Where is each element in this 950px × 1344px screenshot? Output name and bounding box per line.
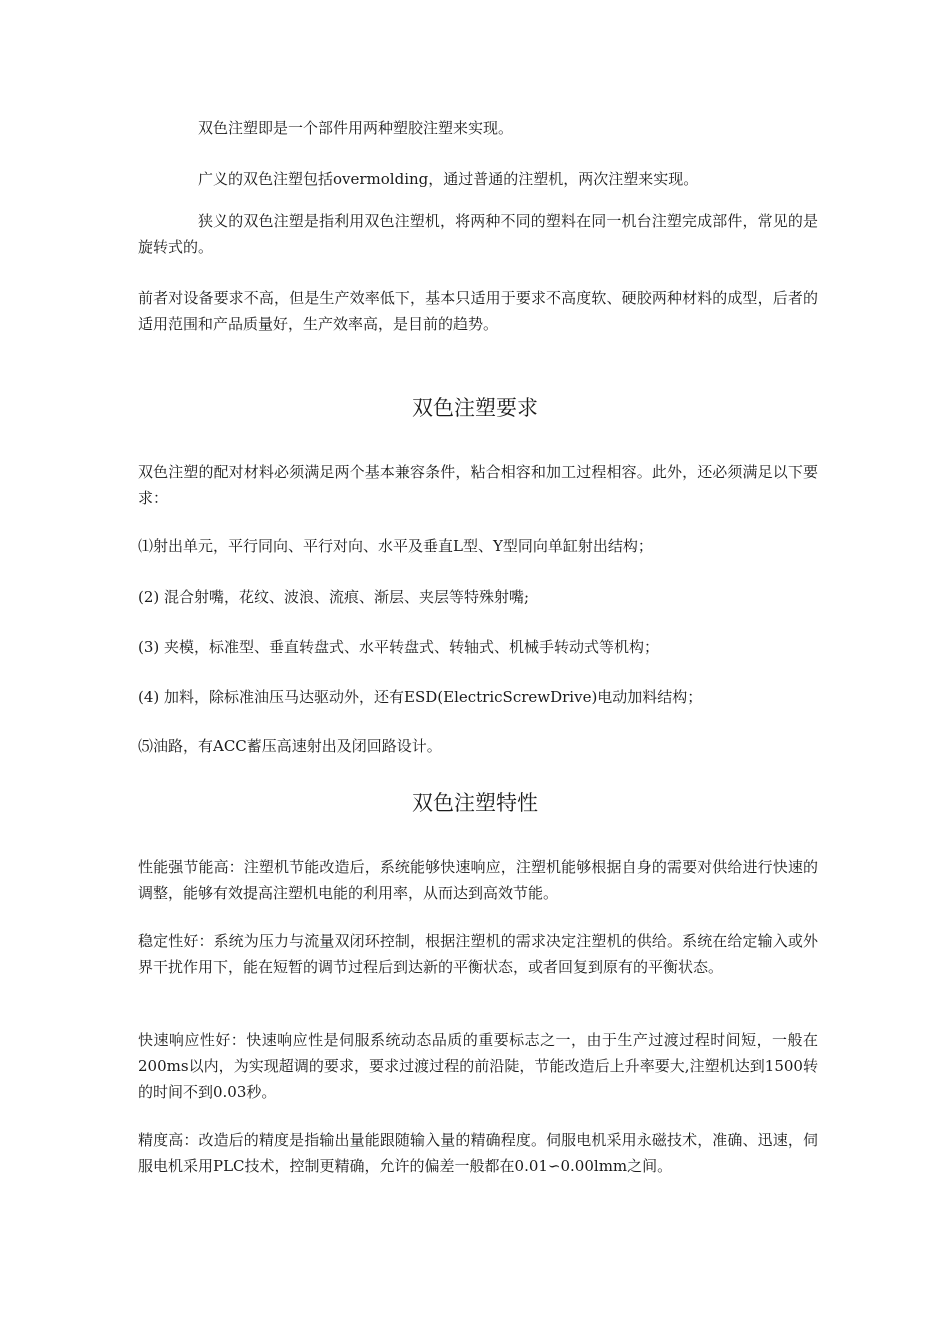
requirement-item-2: (2) 混合射嘴，花纹、波浪、流痕、渐层、夹层等特殊射嘴;: [138, 588, 530, 606]
features-heading: 双色注塑特性: [412, 791, 538, 815]
feature-item-2: 稳定性好：系统为压力与流量双闭环控制，根据注塑机的需求决定注塑机的供给。系统在给定输入或外界干扰作用下，能在短暂的调节过程后到达新的平衡状态，或者回复到原有的平衡状态。: [138, 932, 818, 976]
intro-paragraph-4: 前者对设备要求不高，但是生产效率低下，基本只适用于要求不高度软、硬胶两种材料的成型，后者的适用范围和产品质量好，生产效率高，是目前的趋势。: [138, 289, 818, 333]
requirement-item-1: ⑴射出单元，平行同向、平行对向、水平及垂直L型、Y型同向单缸射出结构；: [138, 537, 653, 555]
intro-paragraph-2: 广义的双色注塑包括overmolding，通过普通的注塑机，两次注塑来实现。: [198, 170, 699, 188]
requirements-intro: 双色注塑的配对材料必须满足两个基本兼容条件，粘合相容和加工过程相容。此外，还必须满足以下要求：: [138, 463, 818, 507]
requirement-item-3: (3) 夹模，标准型、垂直转盘式、水平转盘式、转轴式、机械手转动式等机构；: [138, 638, 660, 656]
feature-item-1: 性能强节能高：注塑机节能改造后，系统能够快速响应，注塑机能够根据自身的需要对供给进行快速的调整，能够有效提高注塑机电能的利用率，从而达到高效节能。: [138, 858, 818, 902]
requirement-item-5: ⑸油路，有ACC蓄压高速射出及闭回路设计。: [138, 737, 442, 755]
feature-item-3: 快速响应性好：快速响应性是伺服系统动态品质的重要标志之一，由于生产过渡过程时间短，一般在200ms以内，为实现超调的要求，要求过渡过程的前沿陡，节能改造后上升率要大,注塑机达到1500转的时间不到0.03秒。: [138, 1031, 818, 1101]
intro-paragraph-1: 双色注塑即是一个部件用两种塑胶注塑来实现。: [198, 119, 514, 137]
feature-item-4: 精度高：改造后的精度是指输出量能跟随输入量的精确程度。伺服电机采用永磁技术，准确、迅速，伺服电机采用PLC技术，控制更精确，允许的偏差一般都在0.01∽0.00lmm之间。: [138, 1131, 818, 1175]
intro-paragraph-3: 狭义的双色注塑是指利用双色注塑机，将两种不同的塑料在同一机台注塑完成部件，常见的是旋转式的。: [138, 212, 818, 256]
requirement-item-4: (4) 加料，除标准油压马达驱动外，还有ESD(ElectricScrewDrive)电动加料结构；: [138, 688, 703, 706]
requirements-heading: 双色注塑要求: [412, 396, 538, 420]
